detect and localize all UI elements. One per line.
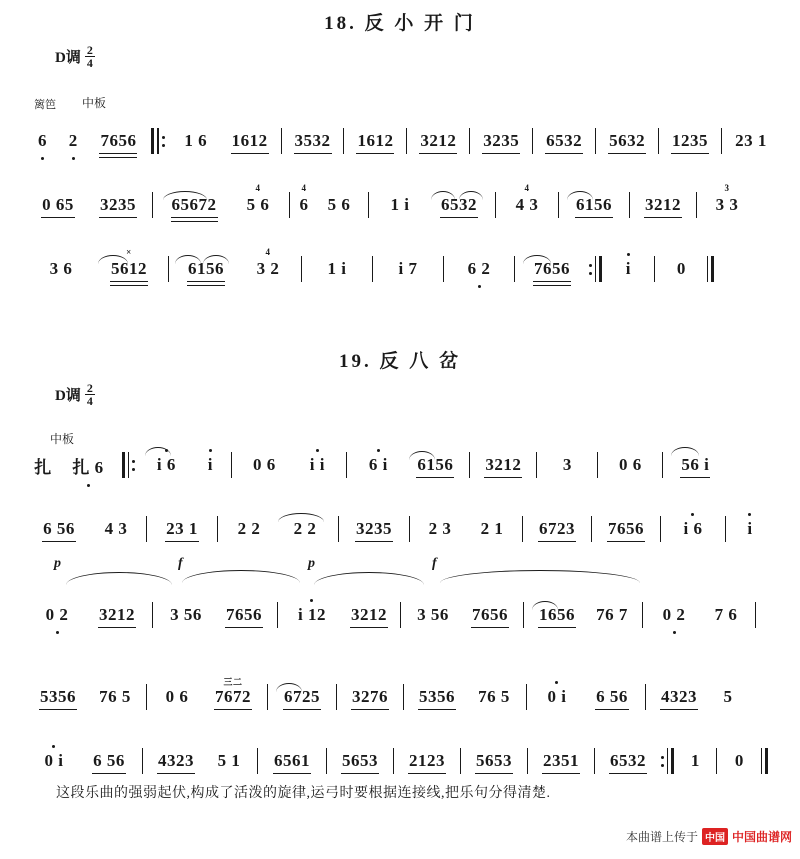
barline (443, 256, 444, 282)
note-cell: 5 1 (217, 751, 241, 770)
note-cell: 3212 (645, 195, 681, 214)
note-cell: 3 56 (170, 605, 202, 624)
note-cell: 3235 (483, 131, 520, 150)
barline (146, 684, 147, 710)
note-cell: 56 i (667, 455, 723, 475)
fingering-mark: 4 (524, 183, 530, 193)
barline (146, 516, 147, 542)
note-cell: 0 2 (662, 605, 686, 624)
key-label: D调 (55, 388, 81, 404)
music-row (28, 118, 776, 164)
note-cell: 4323 (158, 751, 194, 770)
note-cell: 7656 (608, 519, 644, 538)
barline (409, 516, 410, 542)
barline (591, 516, 592, 542)
note-cell: 65672 (157, 195, 231, 215)
note-cell: 5653 (476, 751, 512, 770)
note-cell: i 6 (683, 519, 703, 538)
note-cell: 5 6 (327, 195, 351, 214)
note-cell: 6561 (274, 751, 310, 770)
note-cell: 23 1 (735, 131, 767, 150)
note-cell: 1612 (357, 131, 394, 150)
barline (277, 602, 278, 628)
note-cell: 0 i (547, 687, 567, 706)
tempo-annotation: 中板 (82, 96, 107, 110)
note-cell: 4 6 (299, 183, 309, 214)
note-cell: 6723 (539, 519, 575, 538)
note-cell: 5653 (342, 751, 378, 770)
note-cell: 0 i (44, 751, 64, 770)
site-logo-icon: 中国 (702, 828, 728, 845)
instrument-annotation: 篱笆 (34, 99, 56, 111)
fingering-mark: 3 (724, 183, 730, 193)
note-cell: 76 7 (596, 605, 628, 624)
phrase-slur (66, 572, 172, 585)
note-cell: 6532 (610, 751, 646, 770)
note-cell: 7656 (226, 605, 262, 624)
phrase-slur (182, 570, 300, 583)
barline (289, 192, 290, 218)
barline (326, 748, 327, 774)
note-cell: 扎 (34, 457, 52, 477)
credit-prefix: 本曲谱上传于 (625, 830, 698, 844)
music-row (28, 674, 776, 720)
music-row (28, 506, 776, 552)
note-cell: 3212 (99, 605, 135, 624)
barline (338, 516, 339, 542)
fingering-mark: 4 (301, 183, 307, 193)
barline (231, 452, 232, 478)
barline (372, 256, 373, 282)
barline (460, 748, 461, 774)
note-cell: i 6 (139, 455, 193, 475)
fingering-mark: 三二 (223, 677, 243, 687)
barline (469, 452, 470, 478)
note-cell: 2351 (543, 751, 579, 770)
barline (514, 256, 515, 282)
note-cell: 1 6 (184, 131, 208, 150)
note-cell: 6725 (272, 687, 332, 707)
final-barline (761, 748, 768, 774)
barline (595, 128, 596, 154)
note-cell: 2 1 (480, 519, 504, 538)
music-row (28, 182, 776, 228)
barline (658, 128, 659, 154)
barline (522, 516, 523, 542)
repeat-end-sign (661, 748, 674, 774)
note-cell: 3212 (420, 131, 457, 150)
note-cell: 0 65 (42, 195, 74, 214)
barline (558, 192, 559, 218)
barline (406, 128, 407, 154)
note-cell: 扎 6 (58, 453, 118, 478)
note-cell: 5 (723, 687, 733, 706)
phrase-slur (314, 572, 424, 585)
note-cell: i 12 (298, 605, 326, 624)
note-cell: 4323 (661, 687, 697, 706)
note-cell: 7 6 (714, 605, 738, 624)
barline (152, 602, 153, 628)
barline (142, 748, 143, 774)
note-cell: 0 (676, 259, 686, 278)
page-title-piece-1: 18. 反 小 开 门 (324, 13, 476, 34)
repeat-start-sign (122, 452, 135, 478)
note-cell: 3276 (352, 687, 388, 706)
note-cell: 2 2 (237, 519, 261, 538)
note-cell: 6532 (427, 195, 491, 215)
fingering-mark: 4 (255, 183, 261, 193)
dynamic-marking: p (308, 556, 315, 571)
note-cell: 0 6 (165, 687, 189, 706)
barline (393, 748, 394, 774)
barline (721, 128, 722, 154)
barline (281, 128, 282, 154)
note-cell: 2123 (409, 751, 445, 770)
note-cell: i (207, 455, 213, 474)
music-row (28, 442, 776, 488)
note-cell: 4 5 6 (246, 183, 270, 214)
note-cell: 4 3 (104, 519, 128, 538)
barline (532, 128, 533, 154)
music-row (28, 246, 776, 292)
fingering-mark: × (126, 247, 132, 257)
note-cell: 0 6 (253, 455, 276, 474)
dynamic-marking: f (432, 556, 437, 571)
barline (301, 256, 302, 282)
note-cell: 5632 (609, 131, 646, 150)
barline (696, 192, 697, 218)
dynamic-marking: p (54, 556, 61, 571)
barline (594, 748, 595, 774)
note-cell: 0 2 (45, 605, 69, 624)
repeat-start-sign (151, 128, 164, 154)
note-cell: × 5612 (94, 259, 164, 279)
note-cell: 3235 (356, 519, 392, 538)
key-label: D调 (55, 50, 81, 66)
note-cell: 6156 (563, 195, 625, 215)
phrase-slur (440, 570, 640, 583)
note-cell: i 7 (398, 259, 418, 278)
note-cell: 3 3 3 (715, 183, 739, 214)
fingering-mark: 4 (265, 247, 271, 257)
note-cell: 0 (734, 751, 744, 770)
note-cell: 23 1 (166, 519, 198, 538)
final-barline (707, 256, 714, 282)
note-cell: 3 (562, 455, 572, 474)
note-cell: 6156 (173, 259, 239, 279)
music-row (28, 738, 776, 784)
note-cell: 76 5 (478, 687, 510, 706)
barline (168, 256, 169, 282)
note-cell: 0 6 (619, 455, 642, 474)
barline (343, 128, 344, 154)
note-cell: 3212 (351, 605, 387, 624)
key-signature-piece-1 (55, 44, 95, 69)
key-signature-piece-2 (55, 382, 95, 407)
page-title-piece-2: 19. 反 八 岔 (338, 351, 461, 372)
site-name: 中国曲谱网 (731, 830, 792, 844)
barline (152, 192, 153, 218)
barline (527, 748, 528, 774)
note-cell: 6 (37, 131, 47, 150)
note-cell: 2 2 (276, 519, 334, 539)
barline (526, 684, 527, 710)
barline (629, 192, 630, 218)
note-cell: 3532 (294, 131, 331, 150)
note-cell: 6 56 (93, 751, 125, 770)
footnote-text: 这段乐曲的强弱起伏,构成了活泼的旋律,运弓时要根据连接线,把乐句分得清楚. (56, 786, 551, 801)
note-cell: 1 i (327, 259, 347, 278)
note-cell: 6 i (368, 455, 388, 474)
barline (368, 192, 369, 218)
barline (400, 602, 401, 628)
note-cell: 6 56 (596, 687, 628, 706)
note-cell: 6156 (405, 455, 465, 475)
barline (645, 684, 646, 710)
dynamic-marking: f (178, 556, 183, 571)
repeat-end-sign (589, 256, 602, 282)
music-row (28, 592, 776, 638)
barline (336, 684, 337, 710)
note-cell: 4 3 2 (256, 247, 280, 278)
note-cell: 6 2 (467, 259, 491, 278)
tempo-annotation: 中板 (50, 432, 75, 446)
barline (725, 516, 726, 542)
barline (536, 452, 537, 478)
note-cell: 7656 (519, 259, 585, 279)
note-cell: 6532 (546, 131, 583, 150)
note-cell: 3 56 (417, 605, 449, 624)
note-cell: 76 5 (99, 687, 131, 706)
note-cell: 3235 (100, 195, 136, 214)
barline (662, 452, 663, 478)
note-cell: 三二 7672 (215, 677, 251, 706)
time-signature: $\frac{2}{4}$ (86, 43, 93, 70)
note-cell: i (625, 259, 631, 278)
barline (257, 748, 258, 774)
barline (597, 452, 598, 478)
note-cell: 3 6 (49, 259, 73, 278)
note-cell: 2 (68, 131, 78, 150)
note-cell: 5356 (40, 687, 76, 706)
barline (660, 516, 661, 542)
note-cell: 3212 (485, 455, 522, 474)
note-cell: 7656 (472, 605, 508, 624)
note-cell: i i (309, 455, 325, 474)
note-cell: 4 4 3 (515, 183, 539, 214)
barline (469, 128, 470, 154)
time-signature: $\frac{2}{4}$ (86, 381, 93, 408)
barline (267, 684, 268, 710)
note-cell: 2 3 (428, 519, 452, 538)
barline (755, 602, 756, 628)
note-cell: 1235 (671, 131, 708, 150)
barline (523, 602, 524, 628)
barline (654, 256, 655, 282)
barline (495, 192, 496, 218)
note-cell: 5356 (419, 687, 455, 706)
note-cell: 1612 (231, 131, 268, 150)
barline (642, 602, 643, 628)
barline (403, 684, 404, 710)
barline (346, 452, 347, 478)
note-cell: 1656 (528, 605, 586, 625)
note-cell: i (747, 519, 753, 538)
barline (217, 516, 218, 542)
note-cell: 6 56 (43, 519, 75, 538)
note-cell: 1 (690, 751, 700, 770)
site-credit (626, 828, 792, 845)
note-cell: 1 i (390, 195, 410, 214)
note-cell: 7656 (100, 131, 137, 150)
barline (716, 748, 717, 774)
